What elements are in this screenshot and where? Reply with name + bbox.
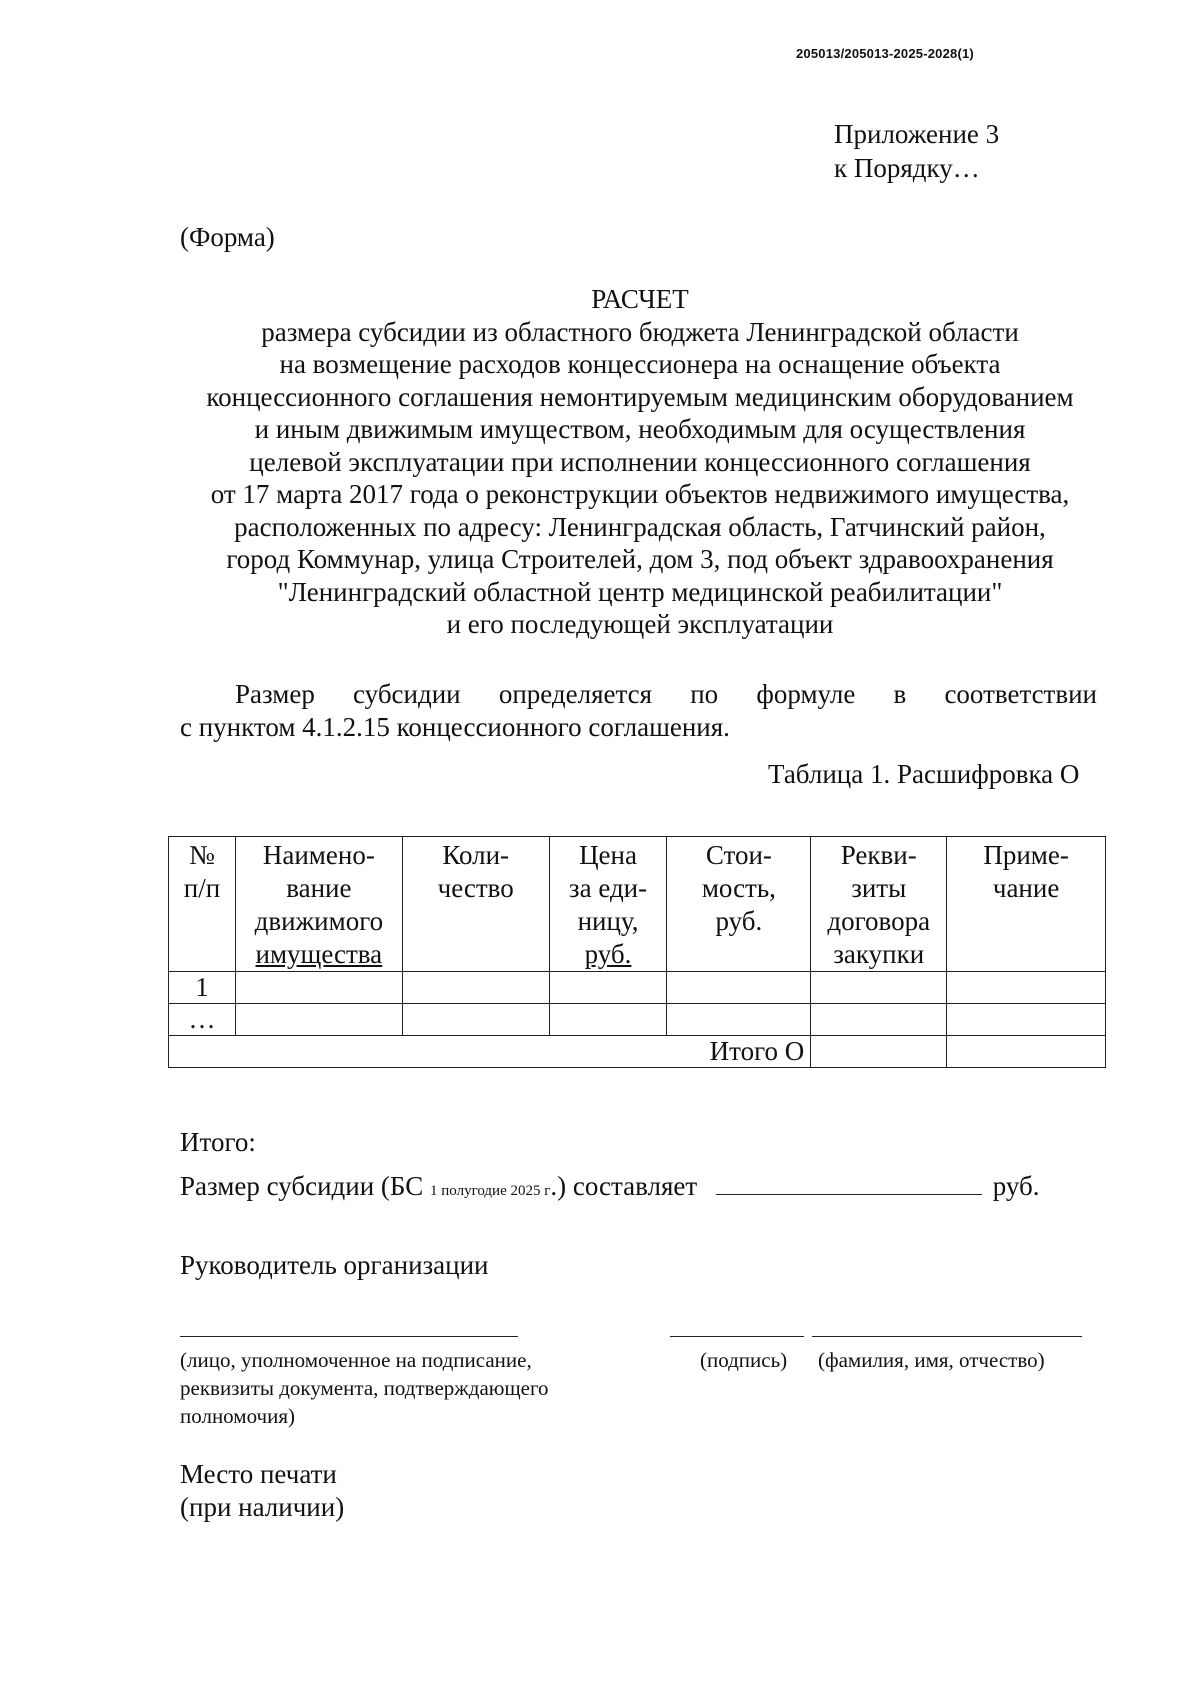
table-cell (667, 972, 811, 1004)
title-line: на возмещение расходов концессионера на оснащение объекта (279, 349, 1001, 379)
appendix-order: к Порядку… (834, 153, 980, 183)
full-name-line[interactable] (812, 1336, 1082, 1337)
authorized-person-note: (лицо, уполномоченное на подписание, реквизиты документа, подтверждающего полномочия) (180, 1348, 549, 1428)
table-cell (235, 972, 402, 1004)
currency-unit: руб. (992, 1171, 1040, 1201)
seal-place (180, 1458, 344, 1524)
seal-label: Место печати (180, 1459, 337, 1489)
title-line: от 17 марта 2017 года о реконструкции объектов недвижимого имущества, (210, 479, 1070, 509)
table-total-row (169, 1036, 1106, 1068)
appendix-number: Приложение 3 (834, 119, 1000, 149)
table-cell: … (169, 1004, 236, 1036)
title-line: и иным движимым имуществом, необходимым для осуществления (254, 414, 1026, 444)
signature-line[interactable] (670, 1336, 804, 1337)
paragraph-line: с пунктом 4.1.2.15 концессионного соглашения. (180, 712, 730, 742)
header-contract-details: Рекви- зиты договора закупки (811, 837, 947, 972)
subsidy-text-end: .) составляет (550, 1171, 698, 1201)
subsidy-amount-line (180, 1171, 1040, 1202)
table-header-row (169, 837, 1106, 972)
paragraph-word: определяется (498, 679, 653, 709)
title-line: "Ленинградский областной центр медицинской реабилитации" (277, 576, 1003, 607)
title-line: размера субсидии из областного бюджета Ленинградской области (261, 316, 1019, 347)
appendix-reference (834, 117, 999, 185)
person-signature-line[interactable] (180, 1336, 518, 1337)
table-cell (811, 1004, 947, 1036)
subsidy-text: Размер субсидии (БС (180, 1171, 431, 1201)
table-row (169, 1004, 1106, 1036)
paragraph-word: по (690, 679, 719, 709)
table-cell (549, 972, 667, 1004)
paragraph-word: соответствии (944, 679, 1097, 709)
header-unit-price: Цена за еди- ницу, руб. (549, 837, 667, 972)
seal-condition: (при наличии) (180, 1492, 345, 1522)
table-cell (947, 972, 1106, 1004)
title-line: расположенных по адресу: Ленинградская область, Гатчинский район, (234, 511, 1046, 542)
full-name-note: (фамилия, имя, отчество) (818, 1348, 1045, 1372)
title-line: город Коммунар, улица Строителей, дом 3, под объект здравоохранения (226, 544, 1054, 574)
table-cell (947, 1004, 1106, 1036)
paragraph-word: Размер (235, 679, 315, 709)
table-cell (947, 1036, 1106, 1068)
table-cell: 1 (169, 972, 236, 1004)
table-cell (235, 1004, 402, 1036)
paragraph-word: формуле (756, 679, 856, 709)
decode-table (168, 836, 1106, 1068)
title-heading: РАСЧЕТ (591, 284, 689, 314)
paragraph-word: в (893, 679, 907, 709)
document-id: 205013/205013-2025-2028(1) (796, 46, 974, 61)
table-caption: Таблица 1. Расшифровка О (768, 759, 1080, 789)
total-label: Итого О (169, 1036, 811, 1068)
table-cell (402, 1004, 549, 1036)
title-line: целевой эксплуатации при исполнении концессионного соглашения (249, 446, 1031, 477)
header-item-name: Наимено- вание движимого имущества (235, 837, 402, 972)
head-of-organization-label: Руководитель организации (180, 1250, 489, 1280)
amount-blank-field[interactable] (716, 1172, 982, 1195)
title-line: и его последующей эксплуатации (446, 609, 834, 639)
table-cell (811, 1036, 947, 1068)
total-heading: Итого: (180, 1127, 256, 1157)
document-title (160, 283, 1120, 641)
table-cell (402, 972, 549, 1004)
table-row (169, 972, 1106, 1004)
formula-paragraph (180, 678, 1097, 744)
header-cost: Стои- мость, руб. (667, 837, 811, 972)
title-line: концессионного соглашения немонтируемым медицинским оборудованием (206, 381, 1074, 412)
header-number: № п/п (169, 837, 236, 972)
table-cell (549, 1004, 667, 1036)
subsidy-period: 1 полугодие 2025 г (430, 1183, 551, 1199)
form-label: (Форма) (180, 222, 275, 252)
signature-note: (подпись) (700, 1348, 788, 1372)
table-cell (667, 1004, 811, 1036)
paragraph-word: субсидии (353, 679, 461, 709)
header-note: Приме- чание (947, 837, 1106, 972)
paragraph-line (180, 678, 1097, 711)
table-cell (811, 972, 947, 1004)
header-quantity: Коли- чество (402, 837, 549, 972)
